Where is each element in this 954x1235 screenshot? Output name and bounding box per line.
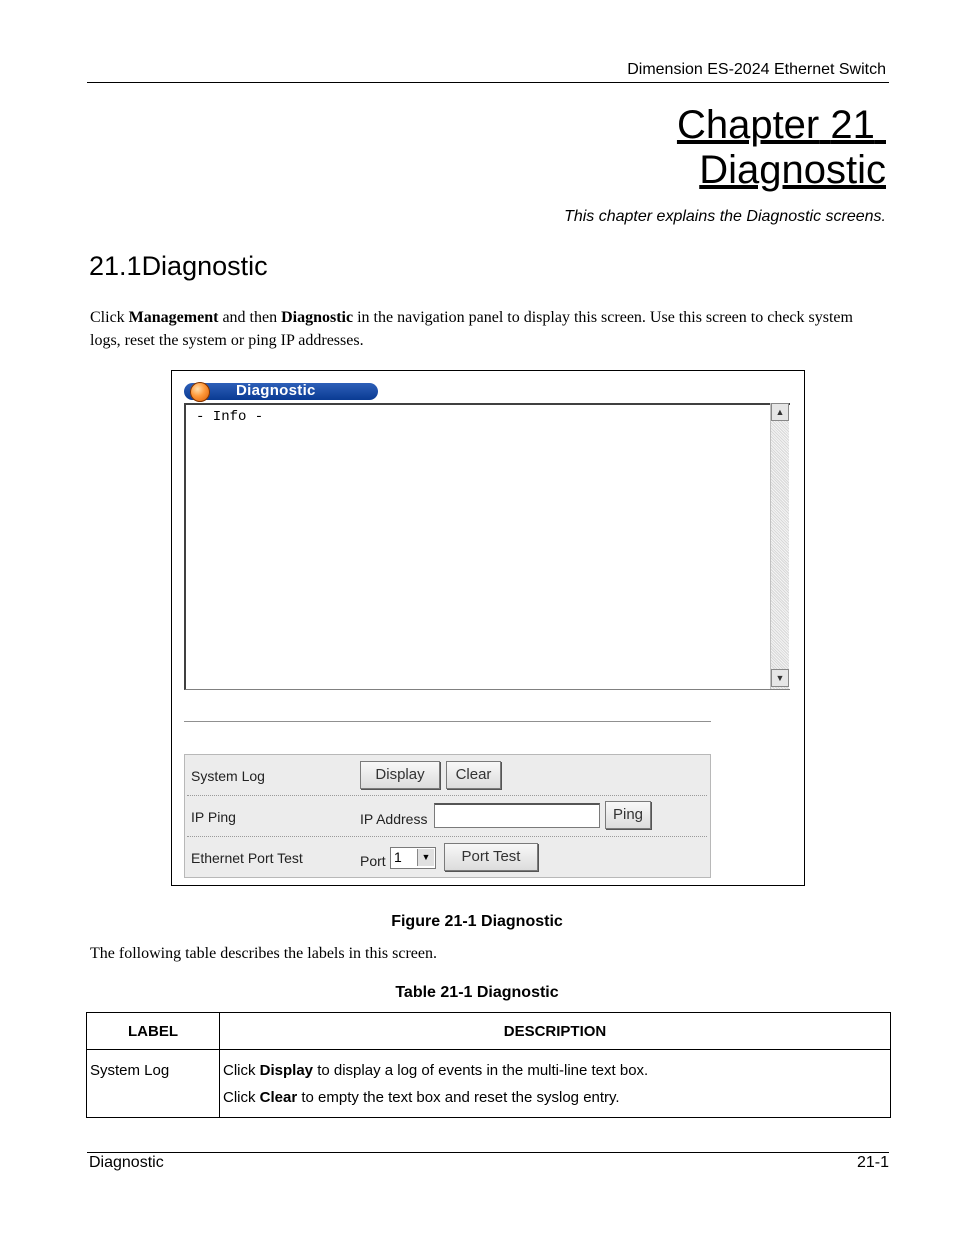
row-separator: [187, 795, 707, 796]
orange-orb-icon: [190, 382, 210, 402]
ip-address-label: IP Address: [360, 811, 428, 827]
port-select[interactable]: [390, 847, 436, 869]
ip-ping-label: IP Ping: [191, 809, 236, 825]
chapter-word: Chapter: [676, 103, 820, 147]
info-textarea[interactable]: [184, 403, 790, 690]
section-divider: [184, 721, 711, 722]
desc-bold: Clear: [259, 1089, 298, 1106]
table-header-row: [87, 1013, 891, 1050]
ethernet-port-test-label: Ethernet Port Test: [191, 850, 303, 866]
chapter-heading-line1: [677, 102, 886, 148]
section-number: 21.1: [89, 251, 142, 281]
scroll-down-arrow-icon[interactable]: ▼: [771, 669, 789, 687]
para-text: and then: [218, 309, 282, 326]
desc-text: to empty the text box and reset the syslog entry.: [297, 1089, 620, 1106]
system-log-label: System Log: [191, 768, 265, 784]
chapter-intro: This chapter explains the Diagnostic screens.: [564, 208, 886, 225]
description-line: [223, 1057, 887, 1084]
footer-page-number: 21-1: [856, 1154, 889, 1171]
clear-button[interactable]: Clear: [446, 761, 501, 789]
table-row: [87, 1050, 891, 1118]
ping-button[interactable]: Ping: [605, 801, 651, 829]
row-description: [220, 1050, 891, 1118]
footer-rule: [87, 1152, 889, 1153]
table-intro-text: The following table describes the labels in this screen.: [90, 945, 438, 962]
row-label: System Log: [87, 1050, 220, 1118]
desc-text: Click: [223, 1089, 260, 1106]
para-bold-diagnostic: Diagnostic: [281, 309, 354, 326]
desc-text: Click: [223, 1062, 260, 1079]
diagnostic-screenshot: [171, 370, 805, 886]
para-bold-management: Management: [128, 309, 219, 326]
ip-address-input[interactable]: [434, 803, 600, 828]
running-header: Dimension ES-2024 Ethernet Switch: [627, 61, 886, 78]
scroll-up-arrow-icon[interactable]: ▲: [771, 403, 789, 421]
section-title: Diagnostic: [141, 251, 268, 281]
header-rule: [87, 82, 889, 83]
port-test-button[interactable]: Port Test: [444, 843, 538, 871]
section-heading: [89, 251, 268, 282]
info-scrollbar[interactable]: [770, 403, 789, 689]
para-text: in the navigation panel to display this screen. Use this screen to check system logs, reset the system or ping IP addresses.: [90, 309, 853, 349]
port-label: Port: [360, 853, 386, 869]
para-text: Click: [90, 309, 129, 326]
table-caption: Table 21-1 Diagnostic: [395, 984, 559, 1001]
figure-caption: Figure 21-1 Diagnostic: [391, 913, 563, 930]
body-paragraph: [90, 306, 870, 352]
info-text: - Info -: [196, 409, 264, 425]
header-description: DESCRIPTION: [220, 1013, 891, 1050]
screen-title: Diagnostic: [236, 382, 316, 399]
description-line: [223, 1084, 887, 1111]
chapter-title: Diagnostic: [699, 148, 886, 192]
desc-text: to display a log of events in the multi-line text box.: [313, 1062, 649, 1079]
description-table: [86, 1012, 891, 1118]
diagnostic-form: [184, 754, 711, 878]
chevron-down-icon[interactable]: ▼: [417, 849, 434, 866]
footer-chapter-name: Diagnostic: [89, 1154, 164, 1171]
row-separator: [187, 836, 707, 837]
display-button[interactable]: Display: [360, 761, 440, 789]
chapter-number: 21: [830, 103, 875, 147]
desc-bold: Display: [259, 1062, 314, 1079]
header-label: LABEL: [87, 1013, 220, 1050]
port-select-value: 1: [394, 849, 402, 865]
